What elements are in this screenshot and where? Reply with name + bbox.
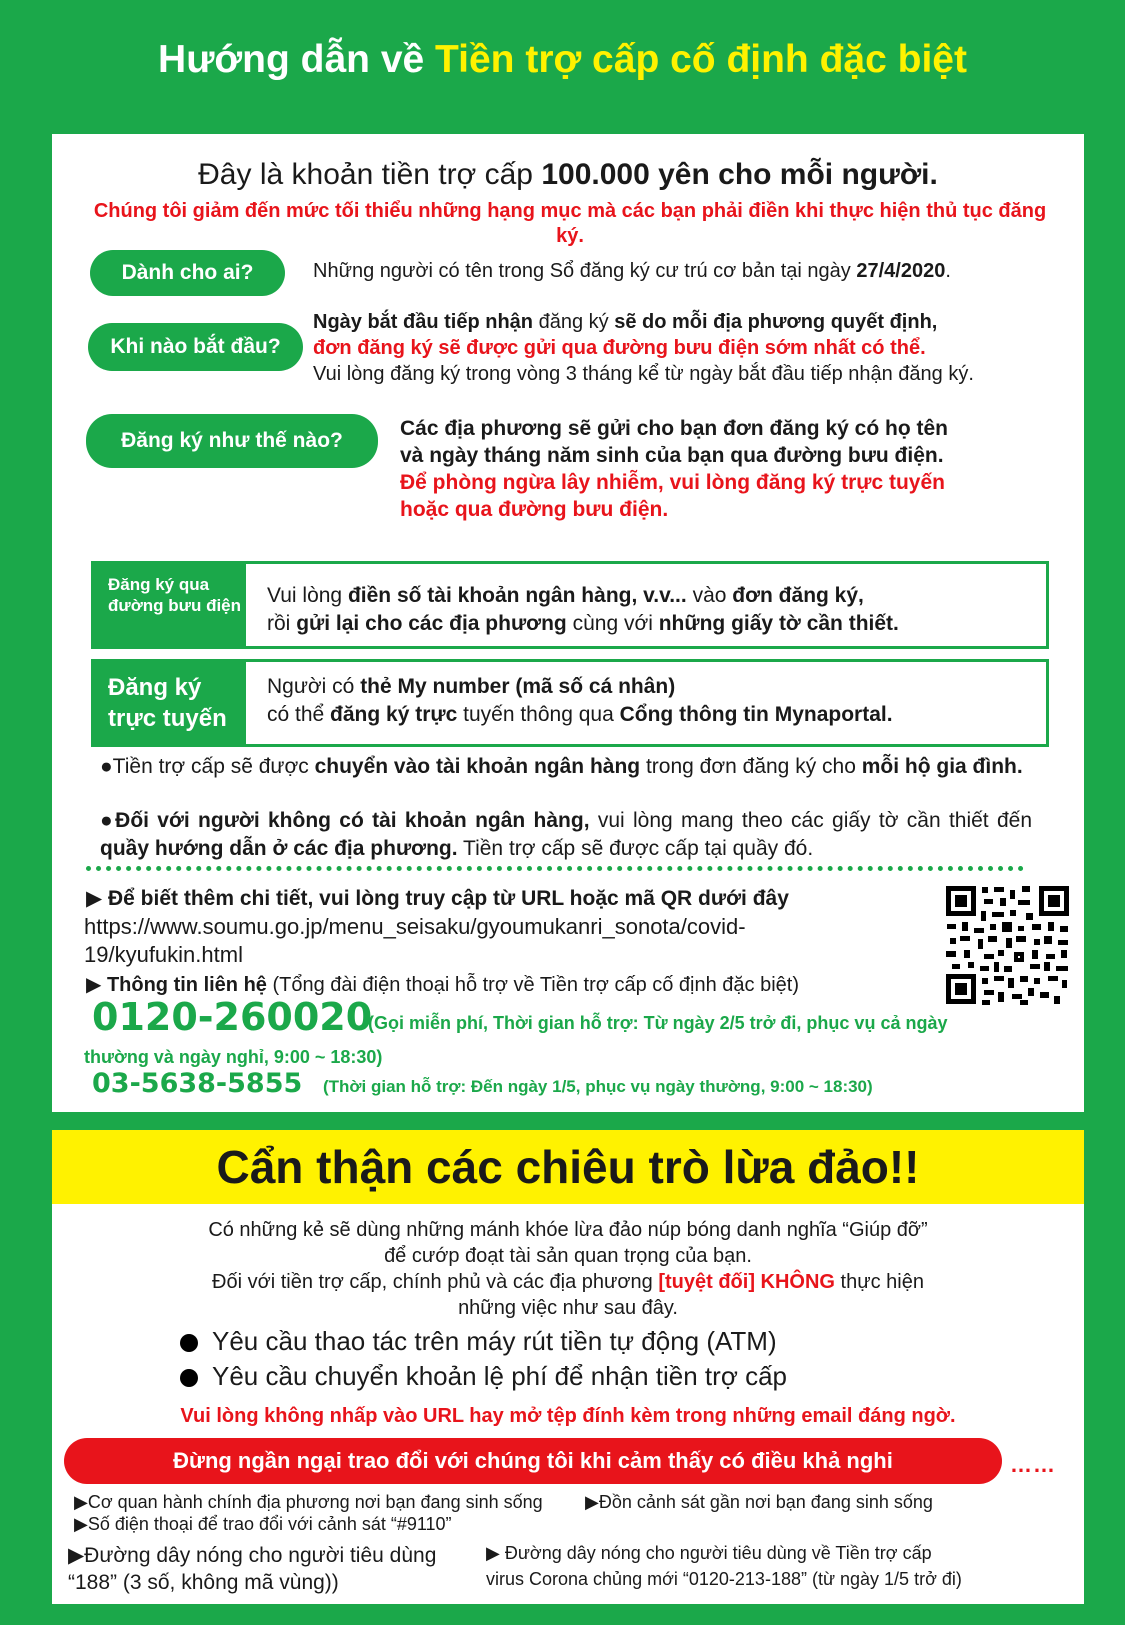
faq-who-pill: Dành cho ai? [90, 250, 285, 296]
bullet-icon [180, 1334, 198, 1352]
phone-2-note: (Thời gian hỗ trợ: Đến ngày 1/5, phục vụ ngày thường, 9:00 ~ 18:30) [323, 1077, 873, 1096]
qr-code-icon[interactable] [944, 884, 1071, 1006]
method-online-label: Đăng ký trực tuyến [94, 662, 246, 744]
contact-item-5: ▶ Đường dây nóng cho người tiêu dùng về Tiền trợ cấp virus Corona chủng mới “0120-213-188” (từ ngày 1/5 trở đi) [486, 1543, 962, 1589]
dotted-divider [86, 866, 1024, 871]
scam-warning: Vui lòng không nhấp vào URL hay mở tệp đính kèm trong những email đáng ngờ. [180, 1405, 956, 1427]
faq-who-text: Những người có tên trong Sổ đăng ký cư trú cơ bản tại ngày 27/4/2020. [313, 260, 951, 282]
intro-line: Đây là khoản tiền trợ cấp 100.000 yên cho mỗi người. [198, 158, 938, 191]
page-title: Hướng dẫn về Tiền trợ cấp cố định đặc biệt [158, 38, 967, 81]
method-post-label: Đăng ký qua đường bưu điện [94, 564, 246, 646]
details-url[interactable]: https://www.soumu.go.jp/menu_seisaku/gyoumukanri_sonota/covid- 19/kyufukin.html [84, 914, 746, 967]
phone-1[interactable]: 0120-260020 [92, 995, 373, 1039]
phone-1-note-a: (Gọi miễn phí, Thời gian hỗ trợ: Từ ngày 2/5 trở đi, phục vụ cả ngày [368, 1013, 948, 1033]
faq-when-text: Ngày bắt đầu tiếp nhận đăng ký sẽ do mỗi địa phương quyết định, đơn đăng ký sẽ được gửi qua đường bưu điện sớm nhất có thể. Vui lòng đăng ký trong vòng 3 tháng kể từ ngày bắt đầu tiếp nhận đăng ký. [313, 311, 974, 385]
faq-when-pill: Khi nào bắt đầu? [88, 323, 303, 371]
faq-how-text: Các địa phương sẽ gửi cho bạn đơn đăng ký có họ tên và ngày tháng năm sinh của bạn qua đường bưu điện. Để phòng ngừa lây nhiễm, vui lòng đăng ký trực tuyến hoặc qua đường bưu điện. [400, 417, 948, 521]
bullet-icon [180, 1369, 198, 1387]
intro-red-note: Chúng tôi giảm đến mức tối thiểu những hạng mục mà các bạn phải điền khi thực hiện thủ tục đăng ký. [93, 200, 1047, 247]
note-2: ●Đối với người không có tài khoản ngân hàng, vui lòng mang theo các giấy tờ cần thiết đến quầy hướng dẫn ở các địa phương. Tiền trợ cấp sẽ được cấp tại quầy đó. [100, 809, 1032, 860]
scam-cta-banner: Đừng ngần ngại trao đổi với chúng tôi khi cảm thấy có điều khả nghi [64, 1438, 1002, 1484]
qr-code[interactable] [944, 884, 1071, 1006]
note-1: ●Tiền trợ cấp sẽ được chuyển vào tài khoản ngân hàng trong đơn đăng ký cho mỗi hộ gia đình. [100, 755, 1023, 778]
phone-1-note-b: thường và ngày nghỉ, 9:00 ~ 18:30) [84, 1047, 383, 1067]
scam-heading: Cẩn thận các chiêu trò lừa đảo!! [216, 1141, 920, 1193]
scam-intro: Có những kẻ sẽ dùng những mánh khóe lừa đảo núp bóng danh nghĩa “Giúp đỡ” để cướp đoạt tài sản quan trọng của bạn. Đối với tiền trợ cấp, chính phủ và các địa phương [tuyệt đối] KHÔNG thực hiện những việc như sau đây. [208, 1219, 928, 1319]
method-online-text: Người có thẻ My number (mã số cá nhân) có thể đăng ký trực tuyến thông qua Cổng thông tin Mynaportal. [267, 675, 893, 726]
cta-dots: …… [1010, 1452, 1056, 1477]
faq-how-pill: Đăng ký như thế nào? [86, 414, 378, 468]
contact-item-1: ▶Cơ quan hành chính địa phương nơi bạn đang sinh sống [74, 1492, 543, 1512]
scam-bullet-2: Yêu cầu chuyển khoản lệ phí để nhận tiền trợ cấp [180, 1361, 787, 1392]
contact-item-4: ▶Đường dây nóng cho người tiêu dùng “188” (3 số, không mã vùng)) [68, 1544, 437, 1594]
info-heading: ▶ Thông tin liên hệ (Tổng đài điện thoại hỗ trợ về Tiền trợ cấp cố định đặc biệt) [86, 974, 800, 996]
details-heading: ▶ Để biết thêm chi tiết, vui lòng truy cập từ URL hoặc mã QR dưới đây [86, 887, 789, 910]
phone-2[interactable]: 03-5638-5855 [92, 1068, 303, 1099]
scam-bullet-1: Yêu cầu thao tác trên máy rút tiền tự động (ATM) [180, 1326, 777, 1357]
contact-item-3: ▶Số điện thoại để trao đổi với cảnh sát “#9110” [74, 1514, 452, 1534]
contact-item-2: ▶Đồn cảnh sát gần nơi bạn đang sinh sống [585, 1492, 933, 1512]
method-post-text: Vui lòng điền số tài khoản ngân hàng, v.v... vào đơn đăng ký, rồi gửi lại cho các địa phương cùng với những giấy tờ cần thiết. [267, 584, 899, 635]
